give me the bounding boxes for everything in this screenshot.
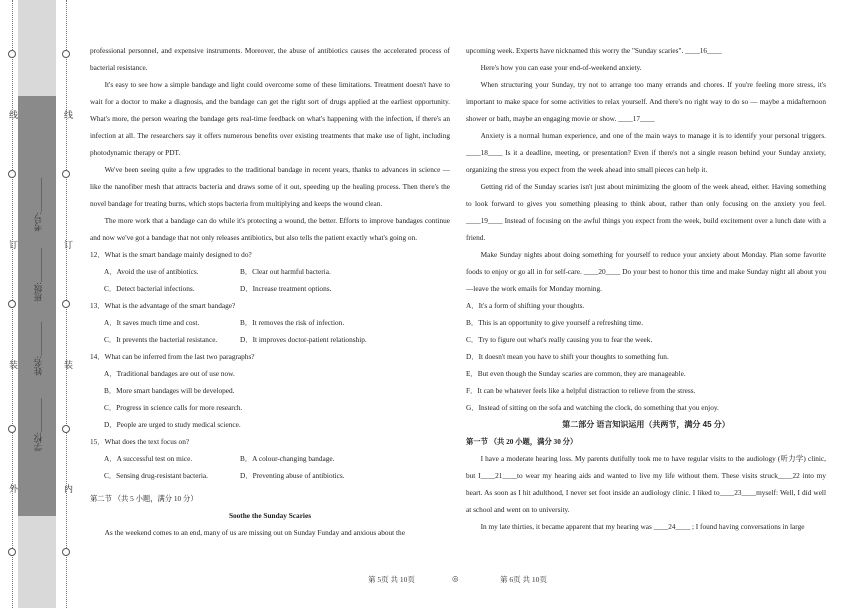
- seal-char-stitch: 装: [8, 360, 18, 369]
- option: A．A successful test on mice.: [104, 454, 193, 463]
- paragraph: Make Sunday nights about doing something for yourself to reduce your anxiety about Monday. Plan some favorite foods to enjoy or go all in for self-care. ____20____ Do your best to honor this time and make Sunday night all about you—leave the work emails for Monday morning.: [466, 250, 826, 293]
- option: D．It improves doctor-patient relationship.: [240, 335, 367, 344]
- option: C．Progress in science calls for more research.: [104, 403, 243, 412]
- paragraph: The more work that a bandage can do while it's protecting a wound, the better. Efforts to improve bandages continue and now we've got a bandage that not only releases antibiotics, but also tells the patient exactly what's going on.: [90, 216, 450, 242]
- binding-margin: [0, 0, 78, 608]
- hole-circle: [8, 50, 16, 58]
- choice-g: G．Instead of sitting on the sofa and watching the clock, do something that you enjoy.: [466, 403, 719, 412]
- field-school: 学校:________: [33, 398, 43, 452]
- question-15: 15．What does the text focus on?: [90, 437, 190, 446]
- hole-circle: [8, 170, 16, 178]
- choice-f: F．It can be whatever feels like a helpful distraction to relieve from the stress.: [466, 386, 696, 395]
- options-15: [90, 467, 450, 484]
- question-13: 13．What is the advantage of the smart bandage?: [90, 301, 236, 310]
- option: B．It removes the risk of infection.: [240, 318, 345, 327]
- section-heading: 第二节 （共 5 小题，满分 10 分）: [90, 494, 198, 503]
- binding-strip-top: [18, 0, 56, 96]
- hole-circle: [8, 300, 16, 308]
- options-12: [90, 263, 450, 280]
- option: A．It saves much time and cost.: [104, 318, 200, 327]
- hole-circle: [62, 50, 70, 58]
- paragraph: professional personnel, and expensive instruments. Moreover, the abuse of antibiotics causes the accelerated process of bacterial resistance.: [90, 46, 450, 72]
- option: B．A colour-changing bandage.: [240, 454, 335, 463]
- section-heading: 第一节 （共 20 小题，满分 30 分）: [466, 437, 578, 446]
- paragraph: We've been seeing quite a few upgrades to the traditional bandage in recent years, thanks to advances in science — like the nanofiber mesh that attracts bacteria and draws some of it out, speeding up the healing process. Then there's the novel bandage for treating burns, which stops bacteria from multiplying and keeps the wound clean.: [90, 165, 450, 208]
- paragraph: I have a moderate hearing loss. My parents dutifully took me to have regular visits to the audiology (听力学) clinic, but I____21____to wear my hearing aids and wanted to live my life without them. These visits struck____22 into my heart. As soon as I hit adulthood, I never set foot inside an audiology clinic. I liked to____23____myself: Well, I did well at school and went on to university.: [466, 454, 826, 514]
- paragraph: It's easy to see how a simple bandage and light could overcome some of these limitations. Treatment doesn't have to wait for a doctor to make a diagnosis, and the bandage can get the right sort of drugs applied at the earliest opportunity. What's more, the person wearing the bandage gets real-time feedback on what's happening with the infection, if there's an infection at all. The researchers say it offers numerous benefits over existing treatments that make use of light, including photodynamic therapy or PDT.: [90, 80, 450, 157]
- field-name: 姓名:________: [33, 322, 43, 376]
- option: D．Preventing abuse of antibiotics.: [240, 471, 345, 480]
- option: B．More smart bandages will be developed.: [104, 386, 235, 395]
- option: B．Clear out harmful bacteria.: [240, 267, 331, 276]
- option: D．People are urged to study medical science.: [104, 420, 241, 429]
- option: C．Sensing drug-resistant bacteria.: [104, 471, 208, 480]
- seal-char-outer: 外: [8, 484, 18, 493]
- paragraph: In my late thirties, it became apparent that my hearing was ____24____ ; I found having conversations in large: [480, 522, 805, 531]
- paragraph: Here's how you can ease your end-of-weekend anxiety.: [480, 63, 642, 72]
- seal-char-line-inner: 线: [63, 110, 73, 119]
- passage-title: Soothe the Sunday Scaries: [228, 511, 312, 520]
- option: C．Detect bacterial infections.: [104, 284, 195, 293]
- seal-char-inner: 内: [63, 484, 73, 493]
- part-heading: 第二部分 语言知识运用（共两节，满分 45 分）: [562, 420, 730, 429]
- choice-e: E．But even though the Sunday scaries are common, they are manageable.: [466, 369, 686, 378]
- option: D．Increase treatment options.: [240, 284, 332, 293]
- options-13: [90, 314, 450, 331]
- options-12: [90, 280, 450, 297]
- paragraph: Getting rid of the Sunday scaries isn't just about minimizing the gloom of the week ahead, either. Having something to look forward to gives you something pleasing to think about, rather than only focusing on the anxiety you feel. ____19____ Instead of focusing on the awful things you expect from the week, build excitement over a lunch date with a friend.: [466, 182, 826, 242]
- page-6-column: [466, 42, 826, 535]
- question-14: 14．What can be inferred from the last two paragraphs?: [90, 352, 255, 361]
- paragraph: As the weekend comes to an end, many of us are missing out on Sunday Funday and anxious about the: [104, 528, 405, 537]
- choice-b: B．This is an opportunity to give yourself a refreshing time.: [466, 318, 644, 327]
- field-class: 班级:________: [33, 248, 43, 302]
- page-number-left: 第 5页 共 10页: [368, 575, 415, 584]
- choice-d: D．It doesn't mean you have to shift your thoughts to something fun.: [466, 352, 669, 361]
- paragraph: upcoming week. Experts have nicknamed this worry the "Sunday scaries". ____16____: [466, 46, 722, 55]
- paragraph: Anxiety is a normal human experience, and one of the main ways to manage it is to identify your personal triggers. ____18____ Is it a deadline, meeting, or presentation? Even if there's not a single reason behind your Sunday anxiety, organizing the stress you expect from the week ahead into small pieces can help it.: [466, 131, 826, 174]
- binding-strip-bottom: [18, 516, 56, 608]
- hole-circle: [8, 425, 16, 433]
- seal-char-line: 线: [8, 110, 18, 119]
- seal-char-stitch-inner: 装: [63, 360, 73, 369]
- paragraph: When structuring your Sunday, try not to arrange too many errands and chores. If you're feeling more stress, it's important to make space for some activities to relax yourself. And there's no right way to do so — maybe a midafternoon shower or bath, maybe an engaging movie or show. ____17____: [466, 80, 826, 123]
- hole-circle: [8, 548, 16, 556]
- seal-char-bind: 订: [8, 240, 18, 249]
- center-mark: ◎: [452, 574, 459, 583]
- question-12: 12．What is the smart bandage mainly designed to do?: [90, 250, 252, 259]
- option: C．It prevents the bacterial resistance.: [104, 335, 218, 344]
- hole-circle: [62, 548, 70, 556]
- options-13: [90, 331, 450, 348]
- page-5-column: [90, 42, 450, 541]
- hole-circle: [62, 170, 70, 178]
- option: A．Avoid the use of antibiotics.: [104, 267, 199, 276]
- seal-char-bind-inner: 订: [63, 240, 73, 249]
- options-15: [90, 450, 450, 467]
- choice-a: A．It's a form of shifting your thoughts.: [466, 301, 585, 310]
- choice-c: C．Try to figure out what's really causing you to fear the week.: [466, 335, 653, 344]
- page-number-right: 第 6页 共 10页: [500, 575, 547, 584]
- hole-circle: [62, 300, 70, 308]
- field-exam-number: 考号:________: [33, 178, 43, 232]
- hole-circle: [62, 425, 70, 433]
- option: A．Traditional bandages are out of use now.: [104, 369, 235, 378]
